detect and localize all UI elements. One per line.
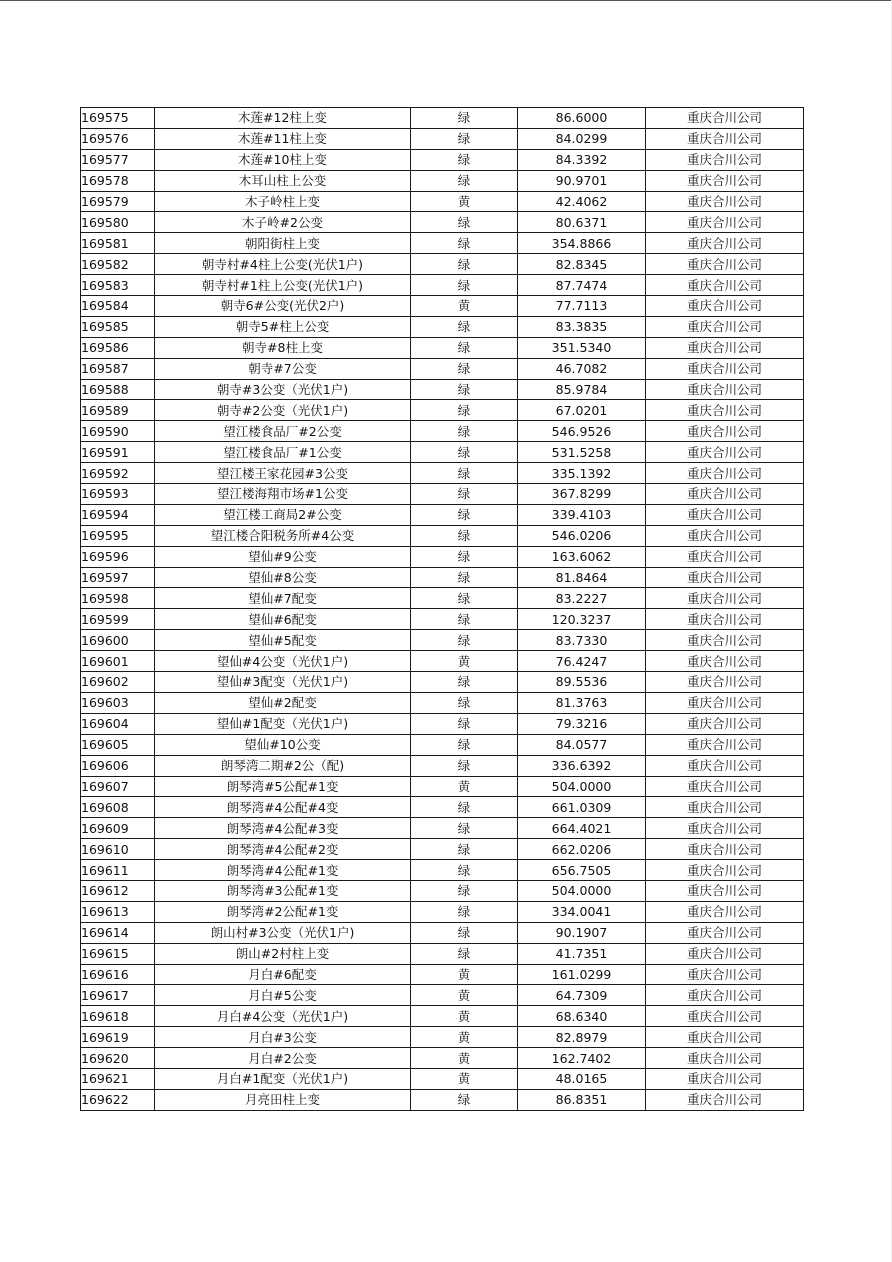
value-cell: 662.0206: [518, 839, 646, 860]
table-row: [81, 797, 804, 818]
row-id-cell: 169595: [81, 525, 155, 546]
row-id-cell: 169613: [81, 901, 155, 922]
transformer-name-cell: 望江楼合阳税务所#4公变: [155, 525, 411, 546]
table-row: [81, 839, 804, 860]
value-cell: 83.2227: [518, 588, 646, 609]
table-row: [81, 651, 804, 672]
status-color-cell: 绿: [411, 943, 518, 964]
company-cell: 重庆合川公司: [646, 170, 804, 191]
value-cell: 661.0309: [518, 797, 646, 818]
table-row: [81, 149, 804, 170]
row-id-cell: 169594: [81, 504, 155, 525]
row-id-cell: 169588: [81, 379, 155, 400]
transformer-name-cell: 朝寺#3公变（光伏1户): [155, 379, 411, 400]
row-id-cell: 169575: [81, 108, 155, 129]
transformer-name-cell: 朗山村#3公变（光伏1户): [155, 922, 411, 943]
table-row: [81, 1048, 804, 1069]
table-row: [81, 1068, 804, 1089]
status-color-cell: 绿: [411, 379, 518, 400]
value-cell: 81.8464: [518, 567, 646, 588]
status-color-cell: 黄: [411, 296, 518, 317]
value-cell: 83.7330: [518, 630, 646, 651]
status-color-cell: 绿: [411, 880, 518, 901]
value-cell: 351.5340: [518, 337, 646, 358]
row-id-cell: 169602: [81, 672, 155, 693]
table-row: [81, 880, 804, 901]
value-cell: 120.3237: [518, 609, 646, 630]
status-color-cell: 绿: [411, 316, 518, 337]
status-color-cell: 绿: [411, 170, 518, 191]
value-cell: 504.0000: [518, 776, 646, 797]
value-cell: 82.8345: [518, 254, 646, 275]
row-id-cell: 169619: [81, 1027, 155, 1048]
company-cell: 重庆合川公司: [646, 588, 804, 609]
status-color-cell: 绿: [411, 337, 518, 358]
company-cell: 重庆合川公司: [646, 108, 804, 129]
transformer-name-cell: 望江楼海翔市场#1公变: [155, 484, 411, 505]
value-cell: 82.8979: [518, 1027, 646, 1048]
transformer-table: [80, 107, 804, 1111]
transformer-name-cell: 望江楼工商局2#公变: [155, 504, 411, 525]
transformer-name-cell: 望仙#2配变: [155, 692, 411, 713]
status-color-cell: 绿: [411, 421, 518, 442]
row-id-cell: 169612: [81, 880, 155, 901]
row-id-cell: 169577: [81, 149, 155, 170]
row-id-cell: 169591: [81, 442, 155, 463]
status-color-cell: 绿: [411, 630, 518, 651]
status-color-cell: 黄: [411, 191, 518, 212]
status-color-cell: 绿: [411, 504, 518, 525]
company-cell: 重庆合川公司: [646, 233, 804, 254]
company-cell: 重庆合川公司: [646, 484, 804, 505]
transformer-name-cell: 朗琴湾#4公配#4变: [155, 797, 411, 818]
status-color-cell: 绿: [411, 755, 518, 776]
transformer-name-cell: 朗琴湾#4公配#3变: [155, 818, 411, 839]
row-id-cell: 169622: [81, 1089, 155, 1110]
row-id-cell: 169582: [81, 254, 155, 275]
company-cell: 重庆合川公司: [646, 296, 804, 317]
value-cell: 80.6371: [518, 212, 646, 233]
value-cell: 504.0000: [518, 880, 646, 901]
status-color-cell: 黄: [411, 1027, 518, 1048]
transformer-name-cell: 朝寺#2公变（光伏1户): [155, 400, 411, 421]
company-cell: 重庆合川公司: [646, 212, 804, 233]
value-cell: 163.6062: [518, 546, 646, 567]
table-row: [81, 275, 804, 296]
status-color-cell: 绿: [411, 922, 518, 943]
status-color-cell: 黄: [411, 776, 518, 797]
status-color-cell: 黄: [411, 1006, 518, 1027]
row-id-cell: 169584: [81, 296, 155, 317]
value-cell: 546.9526: [518, 421, 646, 442]
value-cell: 354.8866: [518, 233, 646, 254]
table-row: [81, 630, 804, 651]
company-cell: 重庆合川公司: [646, 755, 804, 776]
page-top-border: [0, 0, 892, 1]
table-row: [81, 776, 804, 797]
company-cell: 重庆合川公司: [646, 901, 804, 922]
status-color-cell: 绿: [411, 567, 518, 588]
table-row: [81, 379, 804, 400]
transformer-name-cell: 朝寺5#柱上公变: [155, 316, 411, 337]
row-id-cell: 169589: [81, 400, 155, 421]
company-cell: 重庆合川公司: [646, 1006, 804, 1027]
transformer-name-cell: 望仙#3配变（光伏1户): [155, 672, 411, 693]
company-cell: 重庆合川公司: [646, 525, 804, 546]
table-row: [81, 191, 804, 212]
status-color-cell: 绿: [411, 149, 518, 170]
table-row: [81, 985, 804, 1006]
transformer-name-cell: 望江楼王家花园#3公变: [155, 463, 411, 484]
status-color-cell: 绿: [411, 484, 518, 505]
transformer-name-cell: 朗琴湾#4公配#2变: [155, 839, 411, 860]
table-row: [81, 484, 804, 505]
value-cell: 68.6340: [518, 1006, 646, 1027]
table-body: [81, 108, 804, 1111]
row-id-cell: 169615: [81, 943, 155, 964]
company-cell: 重庆合川公司: [646, 672, 804, 693]
company-cell: 重庆合川公司: [646, 839, 804, 860]
transformer-name-cell: 朗山#2村柱上变: [155, 943, 411, 964]
row-id-cell: 169616: [81, 964, 155, 985]
status-color-cell: 绿: [411, 358, 518, 379]
status-color-cell: 黄: [411, 985, 518, 1006]
transformer-name-cell: 月白#4公变（光伏1户): [155, 1006, 411, 1027]
status-color-cell: 绿: [411, 525, 518, 546]
table-row: [81, 212, 804, 233]
status-color-cell: 绿: [411, 839, 518, 860]
transformer-name-cell: 望仙#6配变: [155, 609, 411, 630]
table-row: [81, 672, 804, 693]
company-cell: 重庆合川公司: [646, 191, 804, 212]
row-id-cell: 169609: [81, 818, 155, 839]
table-row: [81, 713, 804, 734]
transformer-name-cell: 望仙#10公变: [155, 734, 411, 755]
status-color-cell: 绿: [411, 713, 518, 734]
value-cell: 79.3216: [518, 713, 646, 734]
status-color-cell: 绿: [411, 818, 518, 839]
value-cell: 76.4247: [518, 651, 646, 672]
table-row: [81, 1006, 804, 1027]
value-cell: 64.7309: [518, 985, 646, 1006]
company-cell: 重庆合川公司: [646, 1089, 804, 1110]
company-cell: 重庆合川公司: [646, 567, 804, 588]
status-color-cell: 绿: [411, 588, 518, 609]
table-row: [81, 588, 804, 609]
row-id-cell: 169581: [81, 233, 155, 254]
transformer-name-cell: 朗琴湾#4公配#1变: [155, 860, 411, 881]
company-cell: 重庆合川公司: [646, 692, 804, 713]
status-color-cell: 绿: [411, 128, 518, 149]
value-cell: 85.9784: [518, 379, 646, 400]
transformer-name-cell: 朝寺村#1柱上公变(光伏1户): [155, 275, 411, 296]
table-row: [81, 609, 804, 630]
company-cell: 重庆合川公司: [646, 128, 804, 149]
company-cell: 重庆合川公司: [646, 149, 804, 170]
row-id-cell: 169605: [81, 734, 155, 755]
company-cell: 重庆合川公司: [646, 379, 804, 400]
value-cell: 546.0206: [518, 525, 646, 546]
row-id-cell: 169617: [81, 985, 155, 1006]
table-row: [81, 692, 804, 713]
row-id-cell: 169603: [81, 692, 155, 713]
table-row: [81, 128, 804, 149]
transformer-name-cell: 望仙#8公变: [155, 567, 411, 588]
company-cell: 重庆合川公司: [646, 546, 804, 567]
table-row: [81, 463, 804, 484]
table-row: [81, 108, 804, 129]
transformer-name-cell: 朗琴湾#5公配#1变: [155, 776, 411, 797]
table-row: [81, 567, 804, 588]
transformer-name-cell: 朝寺村#4柱上公变(光伏1户): [155, 254, 411, 275]
table-row: [81, 818, 804, 839]
row-id-cell: 169607: [81, 776, 155, 797]
transformer-name-cell: 朝寺#8柱上变: [155, 337, 411, 358]
status-color-cell: 黄: [411, 651, 518, 672]
transformer-name-cell: 木莲#11柱上变: [155, 128, 411, 149]
status-color-cell: 绿: [411, 442, 518, 463]
table-row: [81, 504, 804, 525]
company-cell: 重庆合川公司: [646, 463, 804, 484]
transformer-name-cell: 望仙#9公变: [155, 546, 411, 567]
transformer-name-cell: 朝寺#7公变: [155, 358, 411, 379]
row-id-cell: 169576: [81, 128, 155, 149]
value-cell: 656.7505: [518, 860, 646, 881]
value-cell: 531.5258: [518, 442, 646, 463]
row-id-cell: 169606: [81, 755, 155, 776]
row-id-cell: 169587: [81, 358, 155, 379]
transformer-name-cell: 木莲#12柱上变: [155, 108, 411, 129]
table-row: [81, 400, 804, 421]
row-id-cell: 169597: [81, 567, 155, 588]
table-row: [81, 860, 804, 881]
company-cell: 重庆合川公司: [646, 358, 804, 379]
value-cell: 339.4103: [518, 504, 646, 525]
company-cell: 重庆合川公司: [646, 316, 804, 337]
company-cell: 重庆合川公司: [646, 442, 804, 463]
value-cell: 87.7474: [518, 275, 646, 296]
value-cell: 81.3763: [518, 692, 646, 713]
table-row: [81, 1027, 804, 1048]
table-row: [81, 421, 804, 442]
value-cell: 48.0165: [518, 1068, 646, 1089]
status-color-cell: 黄: [411, 1048, 518, 1069]
table-row: [81, 337, 804, 358]
row-id-cell: 169611: [81, 860, 155, 881]
table-row: [81, 922, 804, 943]
transformer-name-cell: 木耳山柱上公变: [155, 170, 411, 191]
value-cell: 335.1392: [518, 463, 646, 484]
row-id-cell: 169580: [81, 212, 155, 233]
company-cell: 重庆合川公司: [646, 337, 804, 358]
row-id-cell: 169618: [81, 1006, 155, 1027]
value-cell: 46.7082: [518, 358, 646, 379]
value-cell: 664.4021: [518, 818, 646, 839]
table-row: [81, 233, 804, 254]
value-cell: 84.3392: [518, 149, 646, 170]
row-id-cell: 169610: [81, 839, 155, 860]
row-id-cell: 169600: [81, 630, 155, 651]
transformer-name-cell: 月白#2公变: [155, 1048, 411, 1069]
transformer-name-cell: 木子岭柱上变: [155, 191, 411, 212]
company-cell: 重庆合川公司: [646, 776, 804, 797]
status-color-cell: 绿: [411, 108, 518, 129]
table-row: [81, 296, 804, 317]
transformer-name-cell: 望江楼食品厂#1公变: [155, 442, 411, 463]
row-id-cell: 169604: [81, 713, 155, 734]
row-id-cell: 169601: [81, 651, 155, 672]
value-cell: 83.3835: [518, 316, 646, 337]
transformer-name-cell: 月白#3公变: [155, 1027, 411, 1048]
company-cell: 重庆合川公司: [646, 880, 804, 901]
value-cell: 41.7351: [518, 943, 646, 964]
transformer-name-cell: 月白#1配变（光伏1户): [155, 1068, 411, 1089]
table-row: [81, 1089, 804, 1110]
company-cell: 重庆合川公司: [646, 1068, 804, 1089]
company-cell: 重庆合川公司: [646, 713, 804, 734]
row-id-cell: 169578: [81, 170, 155, 191]
value-cell: 336.6392: [518, 755, 646, 776]
company-cell: 重庆合川公司: [646, 421, 804, 442]
row-id-cell: 169614: [81, 922, 155, 943]
row-id-cell: 169608: [81, 797, 155, 818]
company-cell: 重庆合川公司: [646, 504, 804, 525]
value-cell: 161.0299: [518, 964, 646, 985]
transformer-name-cell: 朝阳街柱上变: [155, 233, 411, 254]
company-cell: 重庆合川公司: [646, 964, 804, 985]
value-cell: 86.6000: [518, 108, 646, 129]
status-color-cell: 绿: [411, 609, 518, 630]
company-cell: 重庆合川公司: [646, 630, 804, 651]
company-cell: 重庆合川公司: [646, 400, 804, 421]
table-row: [81, 734, 804, 755]
table-row: [81, 943, 804, 964]
company-cell: 重庆合川公司: [646, 275, 804, 296]
table-row: [81, 546, 804, 567]
table-row: [81, 755, 804, 776]
transformer-name-cell: 月白#5公变: [155, 985, 411, 1006]
transformer-name-cell: 朗琴湾#3公配#1变: [155, 880, 411, 901]
company-cell: 重庆合川公司: [646, 1027, 804, 1048]
company-cell: 重庆合川公司: [646, 943, 804, 964]
value-cell: 162.7402: [518, 1048, 646, 1069]
row-id-cell: 169579: [81, 191, 155, 212]
company-cell: 重庆合川公司: [646, 922, 804, 943]
status-color-cell: 绿: [411, 797, 518, 818]
row-id-cell: 169620: [81, 1048, 155, 1069]
transformer-name-cell: 朗琴湾二期#2公（配): [155, 755, 411, 776]
value-cell: 89.5536: [518, 672, 646, 693]
status-color-cell: 绿: [411, 860, 518, 881]
transformer-name-cell: 望仙#4公变（光伏1户): [155, 651, 411, 672]
transformer-name-cell: 木莲#10柱上变: [155, 149, 411, 170]
transformer-name-cell: 朗琴湾#2公配#1变: [155, 901, 411, 922]
status-color-cell: 绿: [411, 672, 518, 693]
value-cell: 42.4062: [518, 191, 646, 212]
status-color-cell: 绿: [411, 233, 518, 254]
table-row: [81, 442, 804, 463]
transformer-name-cell: 月亮田柱上变: [155, 1089, 411, 1110]
table-row: [81, 170, 804, 191]
status-color-cell: 绿: [411, 692, 518, 713]
status-color-cell: 黄: [411, 1068, 518, 1089]
value-cell: 90.1907: [518, 922, 646, 943]
table-row: [81, 316, 804, 337]
value-cell: 334.0041: [518, 901, 646, 922]
status-color-cell: 绿: [411, 1089, 518, 1110]
value-cell: 77.7113: [518, 296, 646, 317]
company-cell: 重庆合川公司: [646, 860, 804, 881]
row-id-cell: 169585: [81, 316, 155, 337]
status-color-cell: 绿: [411, 901, 518, 922]
row-id-cell: 169596: [81, 546, 155, 567]
value-cell: 84.0299: [518, 128, 646, 149]
transformer-name-cell: 望江楼食品厂#2公变: [155, 421, 411, 442]
status-color-cell: 黄: [411, 964, 518, 985]
status-color-cell: 绿: [411, 400, 518, 421]
value-cell: 84.0577: [518, 734, 646, 755]
company-cell: 重庆合川公司: [646, 609, 804, 630]
transformer-name-cell: 朝寺6#公变(光伏2户): [155, 296, 411, 317]
status-color-cell: 绿: [411, 734, 518, 755]
company-cell: 重庆合川公司: [646, 254, 804, 275]
table-row: [81, 358, 804, 379]
company-cell: 重庆合川公司: [646, 818, 804, 839]
value-cell: 367.8299: [518, 484, 646, 505]
row-id-cell: 169599: [81, 609, 155, 630]
transformer-name-cell: 望仙#7配变: [155, 588, 411, 609]
company-cell: 重庆合川公司: [646, 734, 804, 755]
row-id-cell: 169592: [81, 463, 155, 484]
table-row: [81, 254, 804, 275]
table-row: [81, 901, 804, 922]
row-id-cell: 169590: [81, 421, 155, 442]
status-color-cell: 绿: [411, 463, 518, 484]
status-color-cell: 绿: [411, 275, 518, 296]
company-cell: 重庆合川公司: [646, 1048, 804, 1069]
status-color-cell: 绿: [411, 546, 518, 567]
row-id-cell: 169593: [81, 484, 155, 505]
company-cell: 重庆合川公司: [646, 985, 804, 1006]
value-cell: 86.8351: [518, 1089, 646, 1110]
value-cell: 67.0201: [518, 400, 646, 421]
transformer-name-cell: 月白#6配变: [155, 964, 411, 985]
row-id-cell: 169583: [81, 275, 155, 296]
transformer-name-cell: 望仙#1配变（光伏1户): [155, 713, 411, 734]
company-cell: 重庆合川公司: [646, 651, 804, 672]
row-id-cell: 169621: [81, 1068, 155, 1089]
table-row: [81, 964, 804, 985]
company-cell: 重庆合川公司: [646, 797, 804, 818]
value-cell: 90.9701: [518, 170, 646, 191]
row-id-cell: 169586: [81, 337, 155, 358]
transformer-name-cell: 望仙#5配变: [155, 630, 411, 651]
table-row: [81, 525, 804, 546]
row-id-cell: 169598: [81, 588, 155, 609]
status-color-cell: 绿: [411, 212, 518, 233]
status-color-cell: 绿: [411, 254, 518, 275]
transformer-name-cell: 木子岭#2公变: [155, 212, 411, 233]
